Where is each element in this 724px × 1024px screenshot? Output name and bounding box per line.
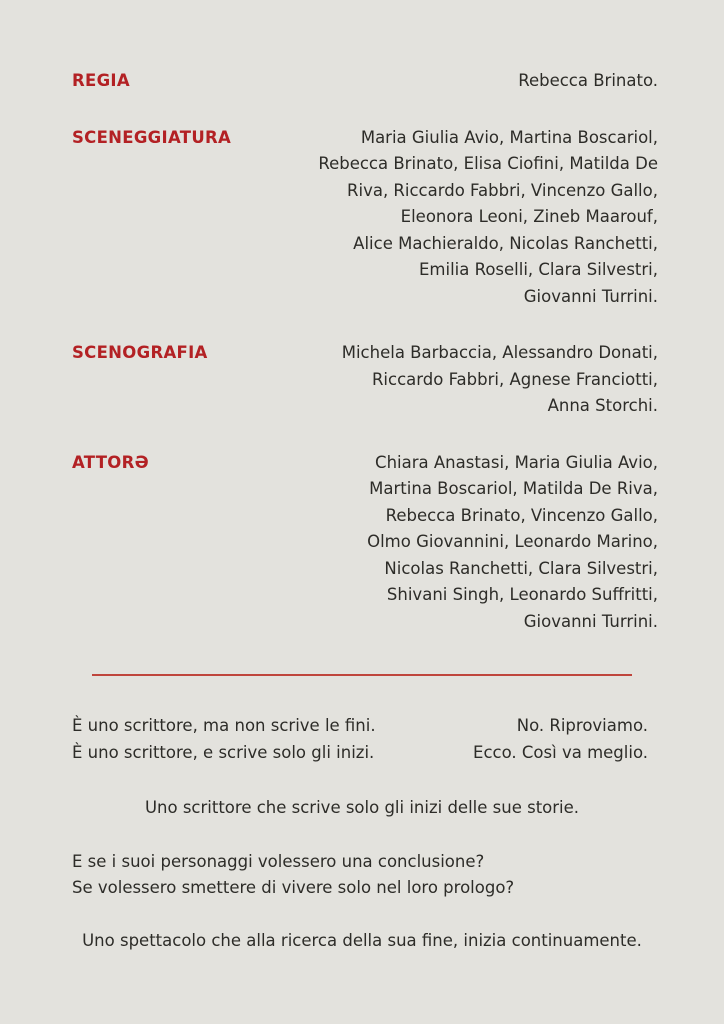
- question-line: Se volessero smettere di vivere solo nel loro prologo?: [72, 878, 515, 897]
- credit-names-line: Shivani Singh, Leonardo Suffritti,: [386, 585, 658, 604]
- dialogue-right-line: No. Riproviamo.: [516, 716, 648, 735]
- credit-label-regia: REGIA: [72, 71, 130, 90]
- questions-block: [0, 849, 724, 902]
- credit-names-attore: [169, 450, 658, 636]
- credit-label-sceneggiatura: SCENEGGIATURA: [72, 127, 232, 147]
- credit-names-line: Michela Barbaccia, Alessandro Donati,: [341, 343, 658, 362]
- credit-names-line: Chiara Anastasi, Maria Giulia Avio,: [375, 452, 658, 472]
- section-divider-line: [92, 674, 632, 676]
- dialogue-row: [72, 740, 648, 767]
- credit-row-attore: [72, 450, 658, 636]
- credit-names-line: Anna Storchi.: [547, 396, 658, 415]
- credit-names-line: Rebecca Brinato, Elisa Ciofini, Matilda De: [318, 154, 658, 173]
- dialogue-row: [72, 713, 648, 740]
- credit-row-regia: [72, 68, 658, 95]
- credit-names-line: Rebecca Brinato, Vincenzo Gallo,: [385, 505, 658, 525]
- credit-names-line: Emilia Roselli, Clara Silvestri,: [418, 260, 658, 279]
- tagline-text: Uno scrittore che scrive solo gli inizi delle sue storie.: [144, 798, 580, 817]
- credit-row-sceneggiatura: [72, 125, 658, 311]
- credit-names-line: Martina Boscariol, Matilda De Riva,: [369, 479, 658, 498]
- dialogue-left-line: È uno scrittore, ma non scrive le fini.: [72, 716, 376, 735]
- dialogue-right-line: Ecco. Così va meglio.: [473, 742, 648, 762]
- credit-label-attore: ATTORƏ: [72, 452, 149, 472]
- credit-names-scenografia: [228, 340, 658, 420]
- credit-names-line: Rebecca Brinato.: [518, 71, 658, 90]
- dialogue-left-line: È uno scrittore, e scrive solo gli inizi.: [72, 742, 375, 762]
- credit-names-line: Giovanni Turrini.: [523, 286, 658, 306]
- credit-names-line: Olmo Giovannini, Leonardo Marino,: [367, 532, 658, 551]
- credit-names-line: Riva, Riccardo Fabbri, Vincenzo Gallo,: [347, 180, 658, 200]
- credit-row-scenografia: [72, 340, 658, 420]
- credit-names-sceneggiatura: [251, 125, 658, 311]
- credit-names-line: Maria Giulia Avio, Martina Boscariol,: [360, 127, 658, 147]
- closing-text: Uno spettacolo che alla ricerca della sua fine, inizia continuamente.: [82, 930, 642, 950]
- credit-names-regia: [150, 68, 658, 95]
- dialogue-section: [0, 713, 724, 766]
- credit-label-scenografia: SCENOGRAFIA: [72, 343, 208, 362]
- credit-names-line: Alice Machieraldo, Nicolas Ranchetti,: [353, 233, 658, 253]
- credit-names-line: Eleonora Leoni, Zineb Maarouf,: [400, 207, 658, 226]
- question-line: E se i suoi personaggi volessero una conclusione?: [72, 851, 485, 871]
- credit-names-line: Nicolas Ranchetti, Clara Silvestri,: [384, 558, 658, 578]
- credit-names-line: Riccardo Fabbri, Agnese Franciotti,: [371, 369, 658, 389]
- credit-names-line: Giovanni Turrini.: [523, 611, 658, 631]
